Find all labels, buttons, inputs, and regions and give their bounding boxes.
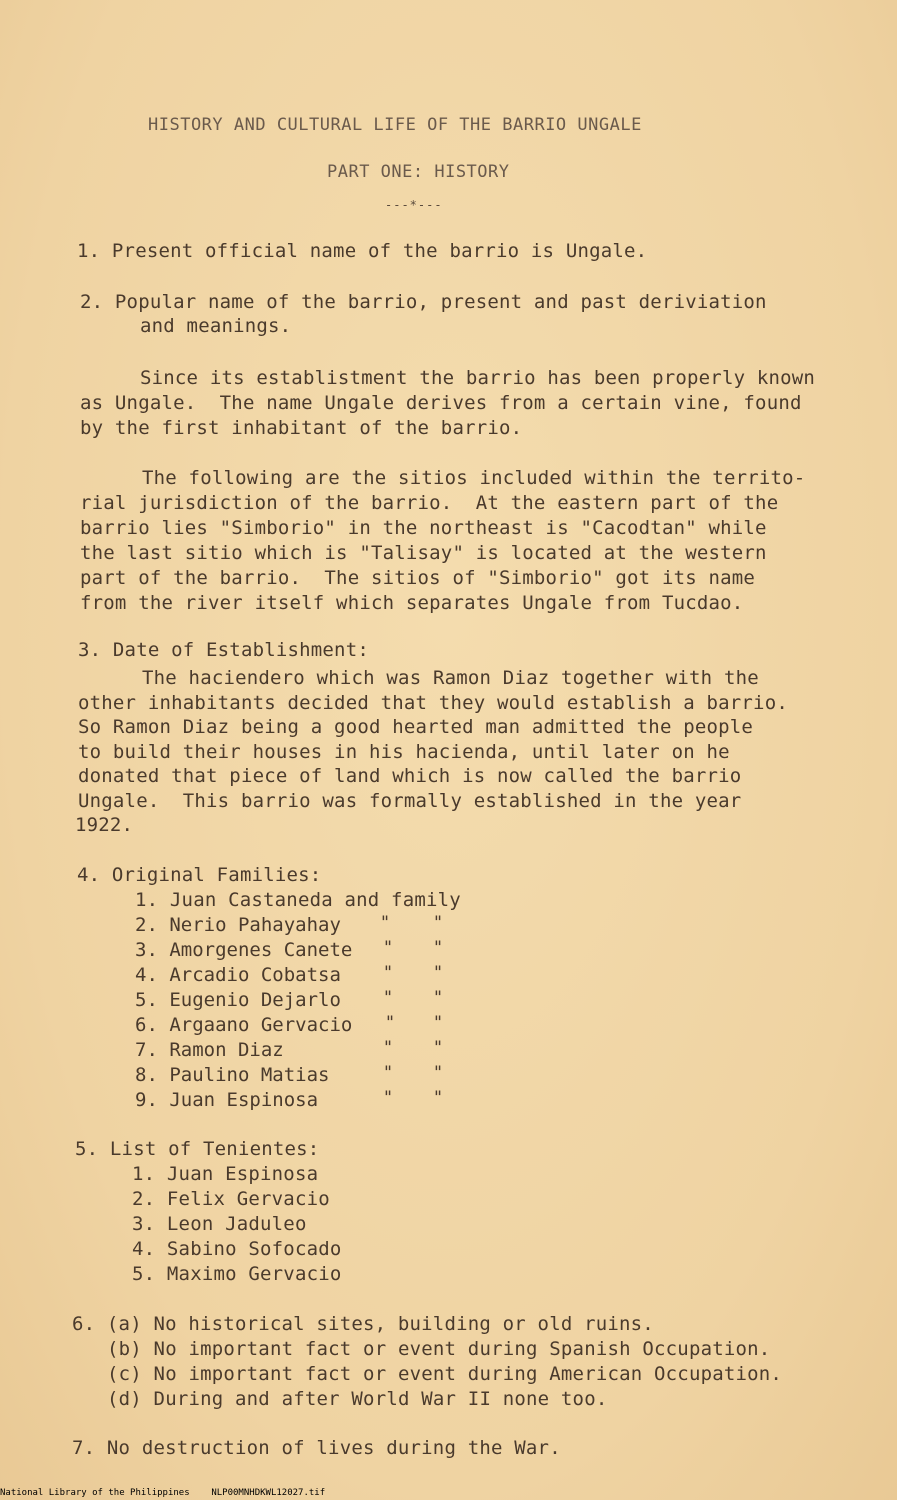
paragraph-line: from the river itself which separates Ungale from Tucdao. xyxy=(80,592,744,614)
paragraph-line: donated that piece of land which is now called the barrio xyxy=(78,765,742,787)
item-6-line: (b) No important fact or event during Spanish Occupation. xyxy=(107,1338,771,1360)
paragraph-line: by the first inhabitant of the barrio. xyxy=(80,417,523,439)
ditto-mark: " xyxy=(382,1038,394,1058)
ditto-mark: " xyxy=(432,1038,444,1058)
paragraph-line: 1922. xyxy=(75,814,134,836)
item-6-line: 6. (a) No historical sites, building or old ruins. xyxy=(72,1313,654,1335)
item-7: 7. No destruction of lives during the War. xyxy=(72,1437,561,1459)
scan-footer xyxy=(0,1488,325,1498)
paragraph-line: the last sitio which is "Talisay" is located at the western xyxy=(80,542,767,564)
paragraph-line: barrio lies "Simborio" in the northeast is "Cacodtan" while xyxy=(80,517,767,539)
teniente-list-item: 2. Felix Gervacio xyxy=(132,1188,330,1210)
ditto-mark: " xyxy=(432,1088,444,1108)
paragraph-line: rial jurisdiction of the barrio. At the eastern part of the xyxy=(80,492,779,514)
paragraph-line: part of the barrio. The sitios of "Simborio" got its name xyxy=(80,567,756,589)
family-list-item: 3. Amorgenes Canete xyxy=(135,939,353,961)
item-5-heading: 5. List of Tenientes: xyxy=(75,1138,320,1160)
family-list-item: 1. Juan Castaneda and family xyxy=(135,889,461,911)
ditto-mark: " xyxy=(382,938,394,958)
ditto-mark: " xyxy=(382,1088,394,1108)
family-list-item: 5. Eugenio Dejarlo xyxy=(135,989,341,1011)
teniente-list-item: 3. Leon Jaduleo xyxy=(132,1213,307,1235)
paragraph-line: The haciendero which was Ramon Diaz together with the xyxy=(142,667,759,689)
item-2-heading-line2: and meanings. xyxy=(140,315,292,337)
family-list-item: 8. Paulino Matias xyxy=(135,1064,330,1086)
paragraph-line: Since its establistment the barrio has been properly known xyxy=(140,367,816,389)
document-title: HISTORY AND CULTURAL LIFE OF THE BARRIO UNGALE xyxy=(148,115,642,135)
paragraph-line: to build their houses in his hacienda, until later on he xyxy=(78,741,730,763)
teniente-list-item: 5. Maximo Gervacio xyxy=(132,1263,342,1285)
paragraph-line: The following are the sitios included within the territo- xyxy=(142,467,806,489)
ditto-mark: " xyxy=(379,913,391,933)
ditto-mark: " xyxy=(432,1013,444,1033)
item-1: 1. Present official name of the barrio is Ungale. xyxy=(77,240,648,262)
ditto-mark: " xyxy=(432,988,444,1008)
ditto-mark: " xyxy=(382,1063,394,1083)
ditto-mark: " xyxy=(432,913,444,933)
family-list-item: 9. Juan Espinosa xyxy=(135,1089,319,1111)
paragraph-line: as Ungale. The name Ungale derives from a certain vine, found xyxy=(80,392,802,414)
item-3-heading: 3. Date of Establishment: xyxy=(78,639,369,661)
item-6-line: (d) During and after World War II none too. xyxy=(107,1388,608,1410)
ditto-mark: " xyxy=(384,1013,396,1033)
paragraph-line: Ungale. This barrio was formally established in the year xyxy=(78,790,742,812)
item-4-heading: 4. Original Families: xyxy=(77,864,322,886)
ditto-mark: " xyxy=(382,963,394,983)
paragraph-line: other inhabitants decided that they would establish a barrio. xyxy=(78,692,788,714)
teniente-list-item: 1. Juan Espinosa xyxy=(132,1163,319,1185)
item-6-line: (c) No important fact or event during American Occupation. xyxy=(107,1363,783,1385)
teniente-list-item: 4. Sabino Sofocado xyxy=(132,1238,342,1260)
paragraph-line: So Ramon Diaz being a good hearted man admitted the people xyxy=(78,716,754,738)
family-list-item: 4. Arcadio Cobatsa xyxy=(135,964,341,986)
family-list-item: 7. Ramon Diaz xyxy=(135,1039,284,1061)
ditto-mark: " xyxy=(432,963,444,983)
title-separator: ---*--- xyxy=(385,198,443,212)
footer-library: National Library of the Philippines xyxy=(0,1488,190,1498)
family-list-item: 6. Argaano Gervacio xyxy=(135,1014,353,1036)
footer-filename: NLP00MNHDKWL12027.tif xyxy=(211,1488,326,1498)
part-heading: PART ONE: HISTORY xyxy=(327,162,510,182)
ditto-mark: " xyxy=(382,988,394,1008)
ditto-mark: " xyxy=(432,938,444,958)
item-2-heading-line1: 2. Popular name of the barrio, present and past deriviation xyxy=(80,291,767,313)
ditto-mark: " xyxy=(432,1063,444,1083)
family-list-item: 2. Nerio Pahayahay xyxy=(135,914,341,936)
